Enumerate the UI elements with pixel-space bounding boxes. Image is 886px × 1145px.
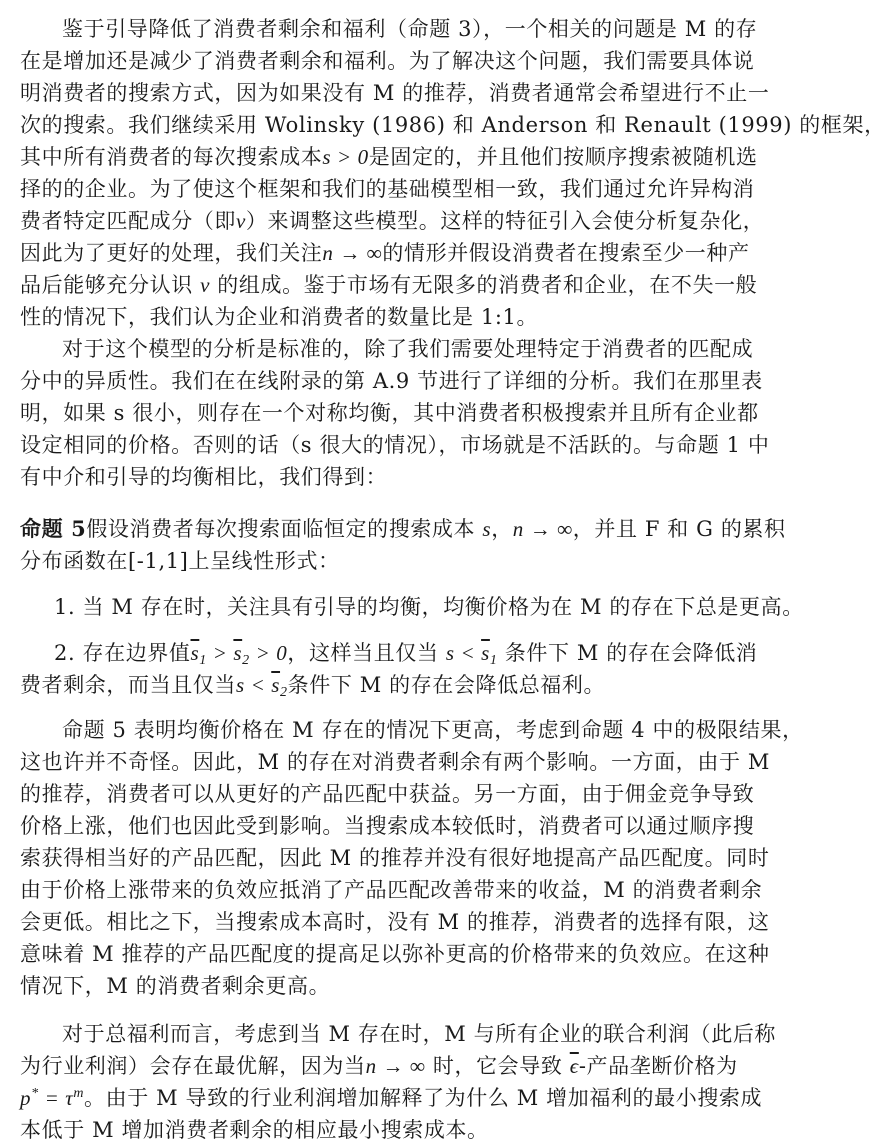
text-line: 的推荐，消费者可以从更好的产品匹配中获益。另一方面，由于佣金竞争导致: [20, 782, 755, 806]
text-span: 品后能够充分认识: [20, 273, 201, 297]
text-span: 条件下 M 的存在会降低消: [497, 641, 758, 665]
math-n-to-infinity: n → ∞: [322, 241, 383, 265]
text-line: 情况下，M 的消费者剩余更高。: [20, 974, 331, 998]
text-line: 性的情况下，我们认为企业和消费者的数量比是 1:1。: [20, 305, 539, 329]
text-line: 明，如果 s 很小，则存在一个对称均衡，其中消费者积极搜索并且所有企业都: [20, 401, 759, 425]
text-span: ，: [491, 517, 513, 541]
text-span: 其中所有消费者的每次搜索成本: [20, 145, 323, 169]
text-span: 。由于 M 导致的行业利润增加解释了为什么 M 增加福利的最小搜索成: [84, 1086, 763, 1110]
text-span: -产品垄断价格为: [578, 1054, 738, 1078]
text-line: 明消费者的搜索方式，因为如果没有 M 的推荐，消费者通常会希望进行不止一: [20, 81, 770, 105]
text-span: 条件下 M 的存在会降低总福利。: [287, 673, 606, 697]
text-span: 的组成。鉴于市场有无限多的消费者和企业，在不失一般: [210, 273, 758, 297]
text-line: 设定相同的价格。否则的话（s 很大的情况），市场就是不活跃的。与命题 1 中: [20, 433, 770, 457]
text-span: 费者剩余，而当且仅当: [20, 673, 236, 697]
text-line: [20, 238, 750, 268]
text-line: 索获得相当好的产品匹配，因此 M 的推荐并没有很好地提高产品匹配度。同时: [20, 846, 770, 870]
text-line: [20, 1051, 738, 1081]
math-p-star: $p^* = \tau^m$: [20, 1086, 85, 1110]
text-span: 费者特定匹配成分（即: [20, 209, 236, 233]
text-line: 由于价格上涨带来的负效应抵消了产品匹配改善带来的收益，M 的消费者剩余: [20, 878, 763, 902]
text-line: 这也许并不奇怪。因此，M 的存在对消费者剩余有两个影响。一方面，由于 M: [20, 750, 770, 774]
text-line: 次的搜索。我们继续采用 Wolinsky (1986) 和 Anderson 和 Renault (1999) 的框架，: [20, 113, 886, 137]
text-line: 分布函数在[-1,1]上呈线性形式：: [20, 549, 340, 573]
text-line: [20, 270, 757, 300]
math-s-lt-s2: $s < \overline{s}_2$: [236, 673, 288, 700]
math-s-lt-s1: $s < \overline{s}_1$: [445, 641, 498, 668]
text-line: 有中介和引导的均衡相比，我们得到：: [20, 465, 388, 489]
text-span: 是固定的，并且他们按顺序搜索被随机选: [368, 145, 758, 169]
math-s: s: [482, 517, 492, 541]
text-line: [20, 142, 758, 172]
text-line: 命题 5 表明均衡价格在 M 存在的情况下更高，考虑到命题 4 中的极限结果，: [62, 718, 804, 742]
math-v: v: [236, 209, 246, 233]
math-v: v: [200, 273, 210, 297]
proposition-item-1: 1. 当 M 存在时，关注具有引导的均衡，均衡价格为在 M 的存在下总是更高。: [54, 595, 804, 619]
text-line: 会更低。相比之下，当搜索成本高时，没有 M 的推荐，消费者的选择有限，这: [20, 910, 770, 934]
text-line: 意味着 M 推荐的产品匹配度的提高足以弥补更高的价格带来的负效应。在这种: [20, 942, 770, 966]
text-line: [20, 514, 786, 544]
text-line: 价格上涨，他们也因此受到影响。当搜索成本较低时，消费者可以通过顺序搜: [20, 814, 755, 838]
text-span: 假设消费者每次搜索面临恒定的搜索成本: [86, 517, 483, 541]
text-span: 2. 存在边界值: [54, 641, 191, 665]
text-line: 择的的企业。为了使这个框架和我们的基础模型相一致，我们通过允许异构消: [20, 177, 755, 201]
text-line: 鉴于引导降低了消费者剩余和福利（命题 3），一个相关的问题是 M 的存: [62, 17, 758, 41]
text-line: 分中的异质性。我们在在线附录的第 A.9 节进行了详细的分析。我们在那里表: [20, 369, 763, 393]
proposition-label: 命题 5: [20, 516, 87, 541]
text-line: 本低于 M 增加消费者剩余的相应最小搜索成本。: [20, 1118, 489, 1142]
text-span: 时，它会导致: [425, 1054, 570, 1078]
text-line: 对于这个模型的分析是标准的，除了我们需要处理特定于消费者的匹配成: [62, 337, 754, 361]
text-span: 的情形并假设消费者在搜索至少一种产: [382, 241, 750, 265]
text-line: [20, 1083, 762, 1113]
text-span: ，并且 F 和 G 的累积: [572, 517, 786, 541]
text-line: [20, 206, 764, 236]
text-span: ）来调整这些模型。这样的特征引入会使分析复杂化，: [245, 209, 765, 233]
math-n-to-infinity: n → ∞: [365, 1054, 426, 1078]
math-s-gt-0: s > 0: [322, 145, 369, 169]
math-thresholds: $\overline{s}_1 > \overline{s}_2 > 0$: [190, 641, 288, 668]
text-line: [20, 670, 605, 700]
math-n-to-infinity: n → ∞: [512, 517, 573, 541]
math-epsilon-bar: $\overline{\epsilon}$: [569, 1054, 579, 1078]
text-line: 对于总福利而言，考虑到当 M 存在时，M 与所有企业的联合利润（此后称: [62, 1022, 777, 1046]
proposition-item-2: [54, 638, 757, 668]
text-span: ，这样当且仅当: [287, 641, 446, 665]
text-line: 在是增加还是减少了消费者剩余和福利。为了解决这个问题，我们需要具体说: [20, 49, 755, 73]
text-span: 为行业利润）会存在最优解，因为当: [20, 1054, 366, 1078]
text-span: 因此为了更好的处理，我们关注: [20, 241, 323, 265]
